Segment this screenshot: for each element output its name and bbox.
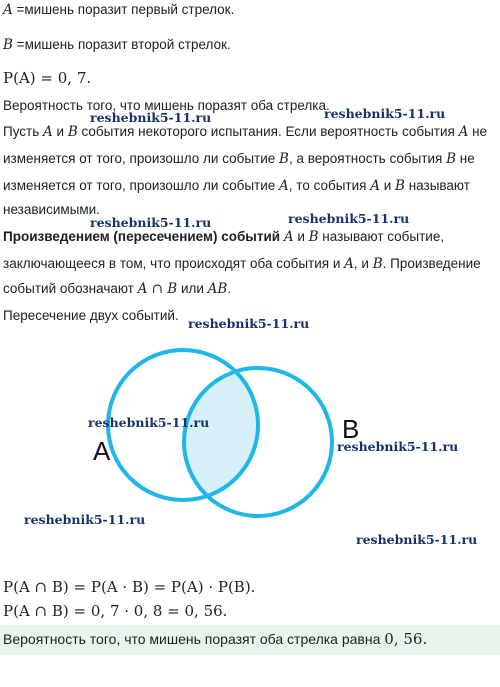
var: B — [372, 256, 383, 272]
text: называют событие, — [318, 229, 445, 244]
formula-product-value: P(A ∩ B) = 0, 7 · 0, 8 = 0, 56. — [3, 602, 228, 620]
text: , а вероятность события — [288, 151, 447, 166]
answer-text: Вероятность того, что мишень поразят оба стрелка равна — [3, 631, 385, 647]
var: B — [446, 151, 456, 167]
var: A — [283, 229, 294, 245]
text: . — [227, 281, 232, 296]
text: изменяется от того, произошло ли событие — [3, 151, 280, 166]
def-a-eq: = — [12, 2, 25, 17]
text: и — [293, 229, 309, 244]
var: A ∩ B — [137, 281, 178, 297]
independence-line-3 — [3, 178, 470, 194]
var: A — [458, 124, 469, 140]
answer-value: 0, 56. — [384, 630, 428, 648]
independence-line-1 — [3, 124, 487, 140]
def-b-text: мишень поразит второй стрелок. — [24, 37, 231, 52]
var: A — [279, 178, 289, 194]
label-b: B — [342, 414, 360, 444]
answer-line — [3, 630, 427, 648]
var: B — [395, 178, 405, 194]
var: AB — [207, 281, 228, 297]
watermark: reshebnik5-11.ru — [324, 106, 446, 121]
text: и — [379, 178, 396, 193]
var: A — [344, 256, 354, 272]
var-b: B — [3, 37, 13, 53]
var-a: A — [3, 2, 13, 18]
text: . Произведение — [382, 256, 481, 271]
watermark: reshebnik5-11.ru — [288, 211, 410, 226]
formula-product-rule: P(A ∩ B) = P(A · B) = P(A) · P(B). — [3, 578, 256, 596]
text: , и — [353, 256, 373, 271]
def-a-text: мишень поразит первый стрелок. — [24, 2, 235, 17]
product-term: Произведением (пересечением) событий — [3, 229, 281, 244]
watermark: reshebnik5-11.ru — [337, 439, 459, 454]
def-b — [3, 37, 231, 53]
text: Пусть — [3, 124, 44, 139]
text: или — [177, 281, 208, 296]
watermark: reshebnik5-11.ru — [90, 110, 212, 125]
watermark: reshebnik5-11.ru — [88, 415, 210, 430]
var: B — [67, 124, 78, 140]
intersection-caption: Пересечение двух событий. — [3, 308, 179, 323]
text: событий обозначают — [3, 281, 138, 296]
product-line-1 — [3, 229, 444, 245]
text: заключающееся в том, что происходят оба события и — [3, 256, 345, 271]
watermark: reshebnik5-11.ru — [188, 316, 310, 331]
def-b-eq: = — [12, 37, 25, 52]
independence-line-4: независимыми. — [3, 202, 100, 217]
text: и — [52, 124, 68, 139]
product-line-2 — [3, 256, 481, 272]
watermark: reshebnik5-11.ru — [90, 215, 212, 230]
product-line-3 — [3, 281, 231, 297]
var: B — [308, 229, 319, 245]
label-a: A — [93, 436, 111, 466]
text: не — [456, 151, 475, 166]
text: , то события — [288, 178, 371, 193]
var: A — [43, 124, 53, 140]
text: называют — [404, 178, 470, 193]
def-a — [3, 2, 234, 18]
watermark: reshebnik5-11.ru — [356, 532, 478, 547]
text: не — [468, 124, 488, 139]
watermark: reshebnik5-11.ru — [24, 512, 146, 527]
text: изменяется от того, произошло ли событие — [3, 178, 280, 193]
var: A — [370, 178, 380, 194]
text: события некоторого испытания. Если вероятность события — [77, 124, 459, 139]
var: B — [279, 151, 289, 167]
independence-line-2 — [3, 151, 475, 167]
section-title: Вероятность того, что мишень поразят оба стрелка. — [3, 98, 330, 113]
answer-box — [0, 625, 500, 655]
formula-pa: P(A) = 0, 7. — [3, 69, 92, 87]
